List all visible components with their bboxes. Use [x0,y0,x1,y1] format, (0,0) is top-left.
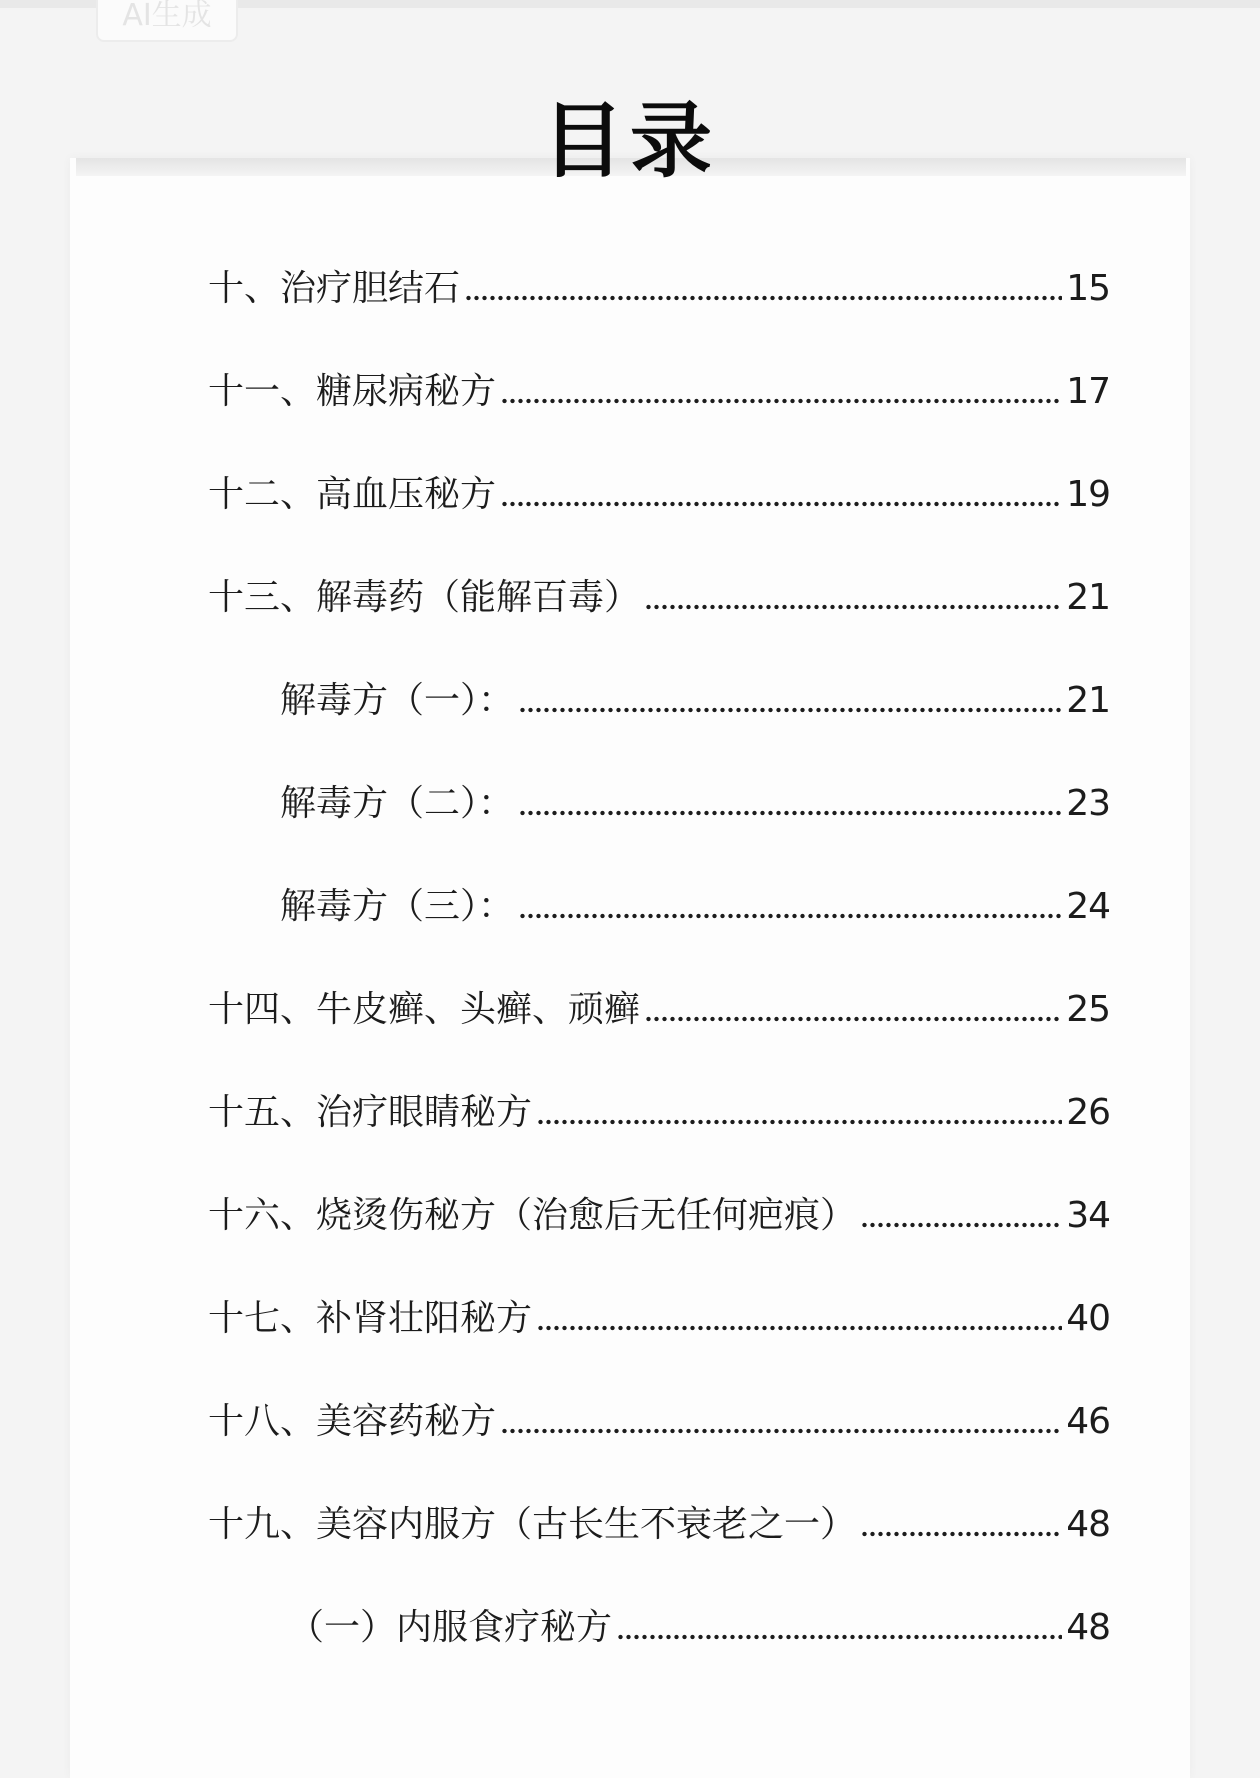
toc-entry-page: 21 [1066,577,1110,618]
dot-leader [502,398,1062,404]
toc-entry-label: 十六、烧烫伤秘方（治愈后无任何疤痕） [208,1195,857,1236]
toc-entry-page: 24 [1066,886,1110,927]
toc-entry-label: 十八、美容药秘方 [208,1401,497,1442]
toc-entry[interactable] [208,975,1110,1033]
toc-entry-label: 十九、美容内服方（古长生不衰老之一） [208,1504,857,1545]
toc-entry-page: 23 [1066,783,1110,824]
toc-entry[interactable] [208,1181,1110,1239]
dot-leader [646,604,1062,610]
dot-leader [502,501,1062,507]
dot-leader [520,707,1062,713]
toc-entry[interactable] [208,1078,1110,1136]
toc-entry-label: 解毒方（一）： [280,680,515,721]
toc-entry[interactable] [208,254,1110,312]
toc-entry-label: 十七、补肾壮阳秘方 [208,1298,533,1339]
toc-entry[interactable] [208,1490,1110,1548]
toc-entry[interactable] [208,357,1110,415]
dot-leader [466,295,1062,301]
ai-watermark-badge: AI生成 [96,0,238,42]
toc-entry[interactable] [208,460,1110,518]
toc-entry[interactable] [208,563,1110,621]
toc-entry-page: 48 [1066,1504,1110,1545]
toc-entry-label: 十五、治疗眼睛秘方 [208,1092,533,1133]
dot-leader [618,1634,1062,1640]
dot-leader [538,1119,1062,1125]
toc-entry-label: 十一、糖尿病秘方 [208,371,497,412]
toc-entry[interactable] [208,1284,1110,1342]
dot-leader [646,1016,1062,1022]
toc-entry-page: 25 [1066,989,1110,1030]
toc-entry-page: 17 [1066,371,1110,412]
toc-entry-label: 十四、牛皮癣、头癣、顽癣 [208,989,641,1030]
toc-subentry[interactable] [288,1593,1110,1651]
toc-entry-page: 48 [1066,1607,1110,1648]
toc-entry-page: 15 [1066,268,1110,309]
dot-leader [862,1222,1062,1228]
toc-entry[interactable] [208,1387,1110,1445]
toc-entry-page: 19 [1066,474,1110,515]
page-title: 目录 [541,94,718,189]
dot-leader [862,1531,1062,1537]
toc-entry-label: 十二、高血压秘方 [208,474,497,515]
toc-entry-page: 46 [1066,1401,1110,1442]
toc-entry-label: 解毒方（三）： [280,886,515,927]
toc-subentry[interactable] [280,769,1110,827]
dot-leader [502,1428,1062,1434]
toc-entry-page: 21 [1066,680,1110,721]
toc-entry-page: 40 [1066,1298,1110,1339]
dot-leader [520,913,1062,919]
toc-entry-page: 26 [1066,1092,1110,1133]
toc-entry-label: 十三、解毒药（能解百毒） [208,577,641,618]
toc-subentry[interactable] [280,872,1110,930]
toc-entry-label: 十、治疗胆结石 [208,268,461,309]
toc-subentry[interactable] [280,666,1110,724]
toc-entry-label: 解毒方（二）： [280,783,515,824]
toc-entry-label: （一）内服食疗秘方 [288,1607,613,1648]
toc-entry-page: 34 [1066,1195,1110,1236]
dot-leader [520,810,1062,816]
dot-leader [538,1325,1062,1331]
